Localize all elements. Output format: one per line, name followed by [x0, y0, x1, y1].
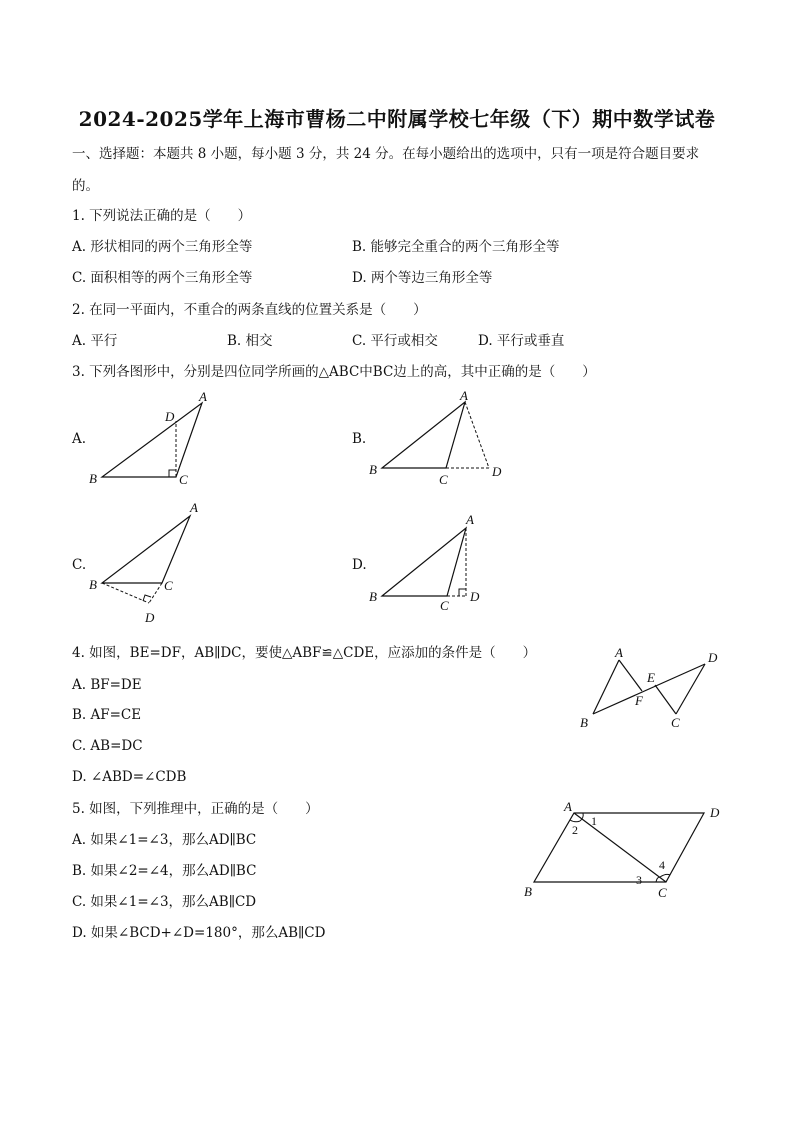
q5-option-c: C. 如果∠1=∠3，那么AB∥CD: [72, 894, 257, 910]
label-b: B: [524, 884, 532, 899]
q3-option-d: D.: [352, 557, 367, 573]
q5-stem: 5. 如图，下列推理中，正确的是（ ）: [72, 801, 319, 817]
label-d: D: [710, 805, 720, 820]
q4-option-a: A. BF=DE: [72, 677, 142, 693]
label-b: B: [369, 589, 377, 604]
label-d: D: [470, 589, 480, 604]
q2-option-d: D. 平行或垂直: [478, 333, 565, 349]
height-segment-1: [102, 583, 149, 603]
right-angle-mark: [143, 595, 151, 601]
label-b: B: [89, 577, 97, 592]
q4-figure: [575, 642, 735, 737]
q3-figure-d: [365, 508, 505, 613]
section-instructions-line2: 的。: [72, 178, 99, 194]
label-c: C: [179, 472, 188, 487]
q4-option-b: B. AF=CE: [72, 707, 142, 723]
height-segment-2: [149, 583, 162, 603]
q5-figure: [520, 795, 730, 905]
q3-option-a: A.: [72, 431, 87, 447]
q2-option-b: B. 相交: [227, 333, 273, 349]
q2-option-c: C. 平行或相交: [352, 333, 438, 349]
q3-figure-a: [85, 388, 215, 493]
q2-option-a: A. 平行: [72, 333, 118, 349]
segment-af: [619, 660, 642, 691]
q1-option-d: D. 两个等边三角形全等: [352, 270, 493, 286]
label-d: D: [145, 610, 155, 625]
segment-ce: [655, 685, 676, 714]
label-a: A: [615, 645, 623, 660]
triangle-abc: [102, 516, 190, 583]
label-angle-2: 2: [572, 823, 578, 837]
label-angle-1: 1: [591, 814, 597, 828]
label-b: B: [89, 471, 97, 486]
label-c: C: [440, 598, 449, 613]
label-a: A: [199, 389, 207, 404]
label-c: C: [439, 472, 448, 487]
exam-title: 2024-2025学年上海市曹杨二中附属学校七年级（下）期中数学试卷: [78, 107, 716, 131]
label-a: A: [466, 512, 474, 527]
label-c: C: [671, 715, 680, 730]
right-angle-mark: [169, 470, 176, 477]
label-d: D: [165, 409, 175, 424]
q3-figure-c: [85, 498, 215, 628]
q3-option-b: B.: [352, 431, 367, 447]
label-a: A: [190, 500, 198, 515]
q2-stem: 2. 在同一平面内，不重合的两条直线的位置关系是（ ）: [72, 302, 427, 318]
label-e: E: [647, 670, 655, 685]
q1-option-c: C. 面积相等的两个三角形全等: [72, 270, 253, 286]
label-a: A: [460, 388, 468, 403]
label-angle-3: 3: [636, 873, 642, 887]
label-b: B: [580, 715, 588, 730]
q5-option-a: A. 如果∠1=∠3，那么AD∥BC: [72, 832, 257, 848]
segment-dc: [676, 664, 705, 714]
label-b: B: [369, 462, 377, 477]
label-c: C: [164, 578, 173, 593]
right-angle-mark: [459, 589, 466, 596]
q1-option-a: A. 形状相同的两个三角形全等: [72, 239, 253, 255]
label-a: A: [564, 799, 572, 814]
label-angle-4: 4: [659, 858, 665, 872]
triangle-abc: [382, 402, 465, 468]
angle-arc-2: [570, 820, 580, 822]
label-d: D: [708, 650, 718, 665]
triangle-abc: [102, 403, 202, 477]
q5-option-d: D. 如果∠BCD+∠D=180°，那么AB∥CD: [72, 925, 326, 941]
label-d: D: [492, 464, 502, 479]
q4-stem: 4. 如图，BE=DF，AB∥DC，要使△ABF≌△CDE，应添加的条件是（ ）: [72, 645, 537, 661]
section-instructions-line1: 一、选择题：本题共 8 小题，每小题 3 分，共 24 分。在每小题给出的选项中，只有一项是符合题目要求: [72, 146, 700, 162]
diagonal-ac: [574, 813, 666, 882]
q3-option-c: C.: [72, 557, 87, 573]
q4-option-d: D. ∠ABD=∠CDB: [72, 769, 187, 785]
q1-stem: 1. 下列说法正确的是（ ）: [72, 208, 252, 224]
triangle-abc: [382, 528, 466, 596]
q1-option-b: B. 能够完全重合的两个三角形全等: [352, 239, 560, 255]
height-segment: [465, 402, 489, 468]
label-c: C: [658, 885, 667, 900]
q5-option-b: B. 如果∠2=∠4，那么AD∥BC: [72, 863, 257, 879]
q3-figure-b: [365, 388, 515, 493]
label-f: F: [635, 693, 643, 708]
q3-stem: 3. 下列各图形中，分别是四位同学所画的△ABC中BC边上的高，其中正确的是（ ）: [72, 364, 596, 380]
q4-option-c: C. AB=DC: [72, 738, 143, 754]
segment-ab: [593, 660, 619, 714]
